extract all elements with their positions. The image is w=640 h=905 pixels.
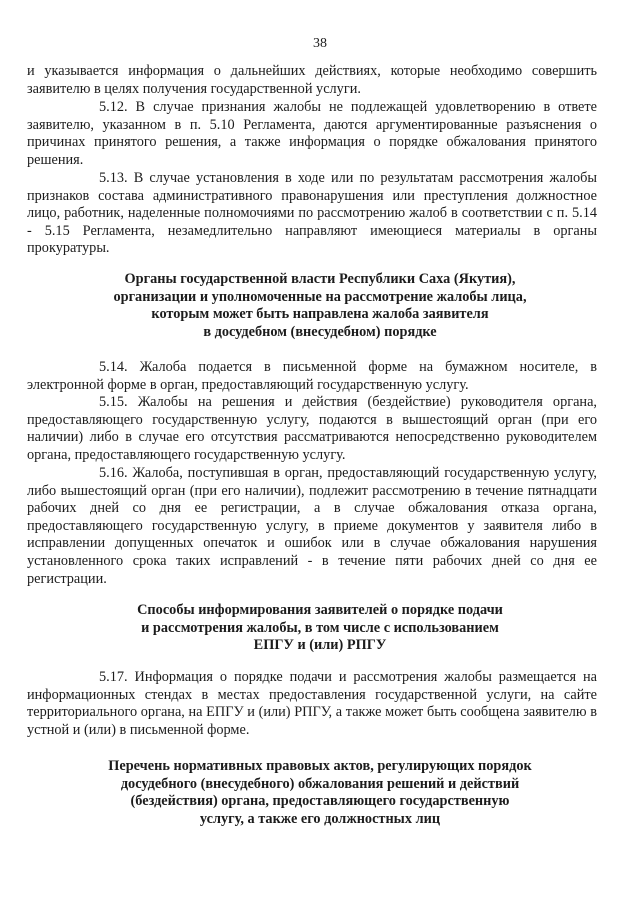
heading-line: в досудебном (внесудебном) порядке [203, 323, 437, 340]
section-heading-normative-acts [60, 758, 580, 828]
paragraph-5-16: 5.16. Жалоба, поступившая в орган, предоставляющий государственную услугу, либо вышестоящий орган (при его наличии), подлежит рассмотрению в течение пятнадцати рабочих дней со дня ее регистрации, а в случае обжалования отказа органа, предоставляющего государственную услугу, в приеме документов у заявителя либо в исправлении допущенных опечаток и ошибок или в случае обжалования нарушения установленного срока таких исправлений - в течение пяти рабочих дней со дня ее регистрации. [27, 465, 597, 587]
heading-line: услугу, а также его должностных лиц [199, 810, 441, 827]
heading-line: Перечень нормативных правовых актов, регулирующих порядок [108, 758, 532, 774]
heading-line: досудебного (внесудебного) обжалования решений и действий [120, 775, 520, 792]
heading-line: организации и уполномоченные на рассмотрение жалобы лица, [113, 288, 527, 305]
heading-line: (бездействия) органа, предоставляющего государственную [130, 793, 510, 810]
page-number: 38 [313, 36, 327, 51]
paragraph-5-17: 5.17. Информация о порядке подачи и рассмотрения жалобы размещается на информационных стендах в местах предоставления государственной услуги, на сайте территориального органа, на ЕПГУ и (или) РПГУ, а также может быть сообщена заявителю в устной и (или) в письменной форме. [27, 669, 597, 738]
heading-line: Способы информирования заявителей о порядке подачи [137, 602, 503, 618]
paragraph-5-14: 5.14. Жалоба подается в письменной форме на бумажном носителе, в электронной форме в орган, предоставляющий государственную услугу. [27, 359, 597, 393]
paragraph-5-13: 5.13. В случае установления в ходе или по результатам рассмотрения жалобы признаков состава административного правонарушения или преступления должностное лицо, работник, наделенные полномочиями по рассмотрению жалоб в соответствии с п. 5.14 - 5.15 Регламента, незамедлительно направляют имеющиеся материалы в органы прокуратуры. [27, 170, 597, 257]
heading-line: Органы государственной власти Республики Саха (Якутия), [124, 271, 516, 287]
paragraph-5-12: 5.12. В случае признания жалобы не подлежащей удовлетворению в ответе заявителю, указанном в п. 5.10 Регламента, даются аргументированные разъяснения о причинах принятого решения, а также информация о порядке обжалования принятого решения. [27, 99, 597, 168]
section-heading-authorities [60, 271, 580, 341]
heading-line: которым может быть направлена жалоба заявителя [151, 306, 489, 323]
paragraph-5-15: 5.15. Жалобы на решения и действия (бездействие) руководителя органа, предоставляющего государственную услугу, подаются в вышестоящий орган (при его наличии) либо в случае его отсутствия рассматриваются непосредственно руководителем органа, предоставляющего государственную услугу. [27, 394, 597, 463]
heading-line: ЕПГУ и (или) РПГУ [253, 637, 387, 654]
heading-line: и рассмотрения жалобы, в том числе с использованием [141, 619, 499, 636]
paragraph-continuation: и указывается информация о дальнейших действиях, которые необходимо совершить заявителю в целях получения государственной услуги. [27, 63, 597, 97]
section-heading-informing [60, 602, 580, 655]
